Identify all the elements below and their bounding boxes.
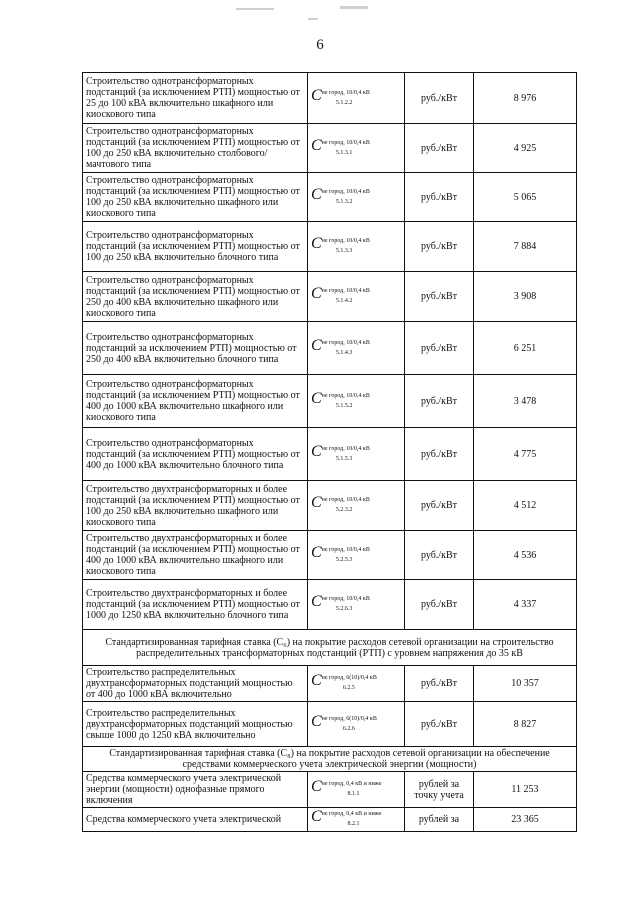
tariff-code-subscript: 5.1.3.3: [335, 248, 353, 254]
tariff-code: [308, 481, 405, 531]
tariff-code: [308, 124, 405, 173]
row-value: 23 365: [474, 808, 577, 832]
tariff-code-letter: C: [311, 712, 322, 730]
tariff-code-subscript: 5.1.4.2: [335, 298, 353, 304]
row-description: Средства коммерческого учета электрической: [83, 808, 308, 832]
row-description: Строительство двухтрансформаторных и более подстанций (за исключением РТП) мощностью от 400 до 1000 кВА включительно шкафного или киоскового типа: [83, 531, 308, 580]
row-value: 3 908: [474, 272, 577, 322]
row-value: 11 253: [474, 772, 577, 808]
tariff-code: [308, 702, 405, 747]
tariff-code-letter: C: [311, 543, 322, 561]
row-value: 4 337: [474, 580, 577, 630]
tariff-code: [308, 531, 405, 580]
row-unit: рублей за: [405, 808, 474, 832]
table-row: [83, 580, 577, 630]
tariff-code-subscript: 8.2.1: [347, 821, 360, 827]
tariff-code-subscript: 5.2.5.3: [335, 556, 353, 563]
tariff-code-letter: C: [311, 136, 322, 154]
tariff-code-letter: C: [311, 185, 322, 203]
row-unit: руб./кВт: [405, 322, 474, 375]
tariff-code-subscript: 8.1.1: [347, 791, 360, 797]
row-description: Строительство однотрансформаторных подстанций (за исключением РТП) мощностью от 25 до 100 кВА включительно шкафного или киоскового типа: [83, 73, 308, 124]
table-row: [83, 702, 577, 747]
scan-speck: [340, 6, 368, 9]
tariff-code-superscript: не город, 10/0,4 кВ: [321, 139, 370, 146]
row-description: Строительство двухтрансформаторных и более подстанций (за исключением РТП) мощностью от 1000 до 1250 кВА включительно блочного типа: [83, 580, 308, 630]
row-description: Строительство распределительных двухтрансформаторных подстанций мощностью свыше 1000 до 1250 кВА включительно: [83, 702, 308, 747]
tariff-code: [308, 73, 405, 124]
row-unit: руб./кВт: [405, 173, 474, 222]
table-row: [83, 73, 577, 124]
row-description: Строительство однотрансформаторных подстанций (за исключением РТП) мощностью от 100 до 250 кВА включительно столбового/мачтового типа: [83, 124, 308, 173]
tariff-code-subscript: 5.1.5.2: [335, 402, 353, 409]
tariff-code: [308, 272, 405, 322]
tariff-code-subscript: 6.2.5: [342, 685, 355, 691]
row-value: 4 536: [474, 531, 577, 580]
tariff-code: [308, 580, 405, 630]
tariff-code-superscript: не город, 10/0,4 кВ: [321, 188, 370, 195]
tariff-code-subscript: 6.2.6: [342, 725, 355, 732]
row-unit: руб./кВт: [405, 531, 474, 580]
tariff-code-letter: C: [311, 593, 322, 610]
row-unit: руб./кВт: [405, 702, 474, 747]
tariff-code-subscript: 5.1.4.3: [335, 349, 353, 356]
tariff-code-subscript: 5.1.3.1: [335, 149, 353, 156]
tariff-code-subscript: 5.1.2.2: [335, 99, 353, 106]
table-row: [83, 808, 577, 832]
tariff-code: [308, 666, 405, 702]
table-row: [83, 173, 577, 222]
tariff-code-superscript: не город, 10/0,4 кВ: [321, 238, 370, 244]
section-header-rtp-text: Стандартизированная тарифная ставка (С₆) на покрытие расходов сетевой организации на строительство распределительных трансформаторных подстанций (РТП) с уровнем напряжения до 35 кВ: [83, 630, 577, 666]
tariff-code-subscript: 5.2.6.3: [335, 606, 353, 612]
tariff-code-superscript: не город, 10/0,4 кВ: [321, 546, 370, 553]
tariff-code-letter: C: [311, 336, 322, 354]
row-unit: руб./кВт: [405, 428, 474, 481]
tariff-code: [308, 428, 405, 481]
row-unit: руб./кВт: [405, 481, 474, 531]
row-unit: руб./кВт: [405, 222, 474, 272]
tariff-code-letter: C: [311, 389, 322, 407]
tariff-code-superscript: не город, 10/0,4 кВ: [321, 89, 370, 96]
page-number: 6: [316, 37, 324, 53]
tariff-code-superscript: не город, 10/0,4 кВ: [321, 497, 370, 503]
tariff-code-letter: C: [311, 494, 322, 511]
tariff-table: [82, 72, 577, 832]
row-value: 7 884: [474, 222, 577, 272]
row-value: 4 512: [474, 481, 577, 531]
tariff-code-superscript: не город, 10/0,4 кВ: [321, 339, 370, 346]
table-row: [83, 222, 577, 272]
tariff-code-letter: C: [311, 235, 322, 252]
tariff-code-subscript: 5.1.5.3: [335, 455, 353, 462]
tariff-code: [308, 322, 405, 375]
tariff-code: [308, 375, 405, 428]
tariff-code: [308, 222, 405, 272]
tariff-code-superscript: не город, 0,4 кВ и ниже: [321, 811, 382, 817]
table-row: [83, 772, 577, 808]
row-value: 6 251: [474, 322, 577, 375]
tariff-code-letter: C: [311, 285, 322, 302]
tariff-code-superscript: не город, 6(10)/0,4 кВ: [321, 675, 377, 681]
tariff-code-letter: C: [311, 442, 322, 460]
tariff-code-superscript: не город, 10/0,4 кВ: [321, 288, 370, 294]
row-description: Строительство распределительных двухтрансформаторных подстанций мощностью от 400 до 1000 кВА включительно: [83, 666, 308, 702]
row-description: Строительство однотрансформаторных подстанций (за исключением РТП) мощностью от 100 до 250 кВА включительно шкафного или киоскового типа: [83, 173, 308, 222]
table-row: [83, 531, 577, 580]
table-row: [83, 428, 577, 481]
tariff-code-subscript: 5.1.3.2: [335, 198, 353, 205]
row-description: Средства коммерческого учета электрической энергии (мощности) однофазные прямого включения: [83, 772, 308, 808]
section-header-meter: [83, 747, 577, 772]
row-description: Строительство однотрансформаторных подстанций (за исключением РТП) мощностью от 400 до 1000 кВА включительно блочного типа: [83, 428, 308, 481]
scan-speck: [236, 8, 274, 10]
row-value: 3 478: [474, 375, 577, 428]
row-unit: руб./кВт: [405, 73, 474, 124]
tariff-code-superscript: не город, 0,4 кВ и ниже: [321, 781, 382, 787]
row-value: 4 925: [474, 124, 577, 173]
row-value: 8 827: [474, 702, 577, 747]
tariff-code-superscript: не город, 10/0,4 кВ: [321, 596, 370, 602]
row-unit: руб./кВт: [405, 124, 474, 173]
table-row: [83, 481, 577, 531]
row-value: 8 976: [474, 73, 577, 124]
table-row: [83, 375, 577, 428]
tariff-code: [308, 808, 405, 832]
table-row: [83, 272, 577, 322]
row-description: Строительство однотрансформаторных подстанций за исключением РТП) мощностью от 250 до 400 кВА включительно блочного типа: [83, 322, 308, 375]
row-unit: руб./кВт: [405, 666, 474, 702]
tariff-code-letter: C: [311, 672, 322, 689]
tariff-code-letter: C: [311, 86, 322, 104]
row-unit: рублей за точку учета: [405, 772, 474, 808]
table-row: [83, 322, 577, 375]
tariff-code-letter: C: [311, 778, 322, 795]
tariff-code: [308, 173, 405, 222]
row-unit: руб./кВт: [405, 272, 474, 322]
tariff-code-subscript: 5.2.3.2: [335, 507, 353, 513]
row-value: 10 357: [474, 666, 577, 702]
row-description: Строительство двухтрансформаторных и более подстанций (за исключением РТП) мощностью от 100 до 250 кВА включительно шкафного или киоскового типа: [83, 481, 308, 531]
row-description: Строительство однотрансформаторных подстанций (за исключением РТП) мощностью от 250 до 400 кВА включительно шкафного или киоскового типа: [83, 272, 308, 322]
row-description: Строительство однотрансформаторных подстанций (за исключением РТП) мощностью от 400 до 1000 кВА включительно шкафного или киоскового типа: [83, 375, 308, 428]
section-header-meter-text: Стандартизированная тарифная ставка (С₈) на покрытие расходов сетевой организации на обеспечение средствами коммерческого учета электрической энергии (мощности): [83, 747, 577, 772]
table-row: [83, 124, 577, 173]
tariff-code-letter: C: [311, 808, 322, 825]
table-row: [83, 666, 577, 702]
row-unit: руб./кВт: [405, 375, 474, 428]
tariff-code: [308, 772, 405, 808]
section-header-rtp: [83, 630, 577, 666]
tariff-code-superscript: не город, 10/0,4 кВ: [321, 392, 370, 399]
tariff-code-superscript: не город, 10/0,4 кВ: [321, 445, 370, 452]
row-value: 4 775: [474, 428, 577, 481]
scan-speck: [308, 18, 318, 20]
tariff-code-superscript: не город, 6(10)/0,4 кВ: [321, 715, 377, 722]
row-value: 5 065: [474, 173, 577, 222]
row-description: Строительство однотрансформаторных подстанций (за исключением РТП) мощностью от 100 до 250 кВА включительно блочного типа: [83, 222, 308, 272]
row-unit: руб./кВт: [405, 580, 474, 630]
